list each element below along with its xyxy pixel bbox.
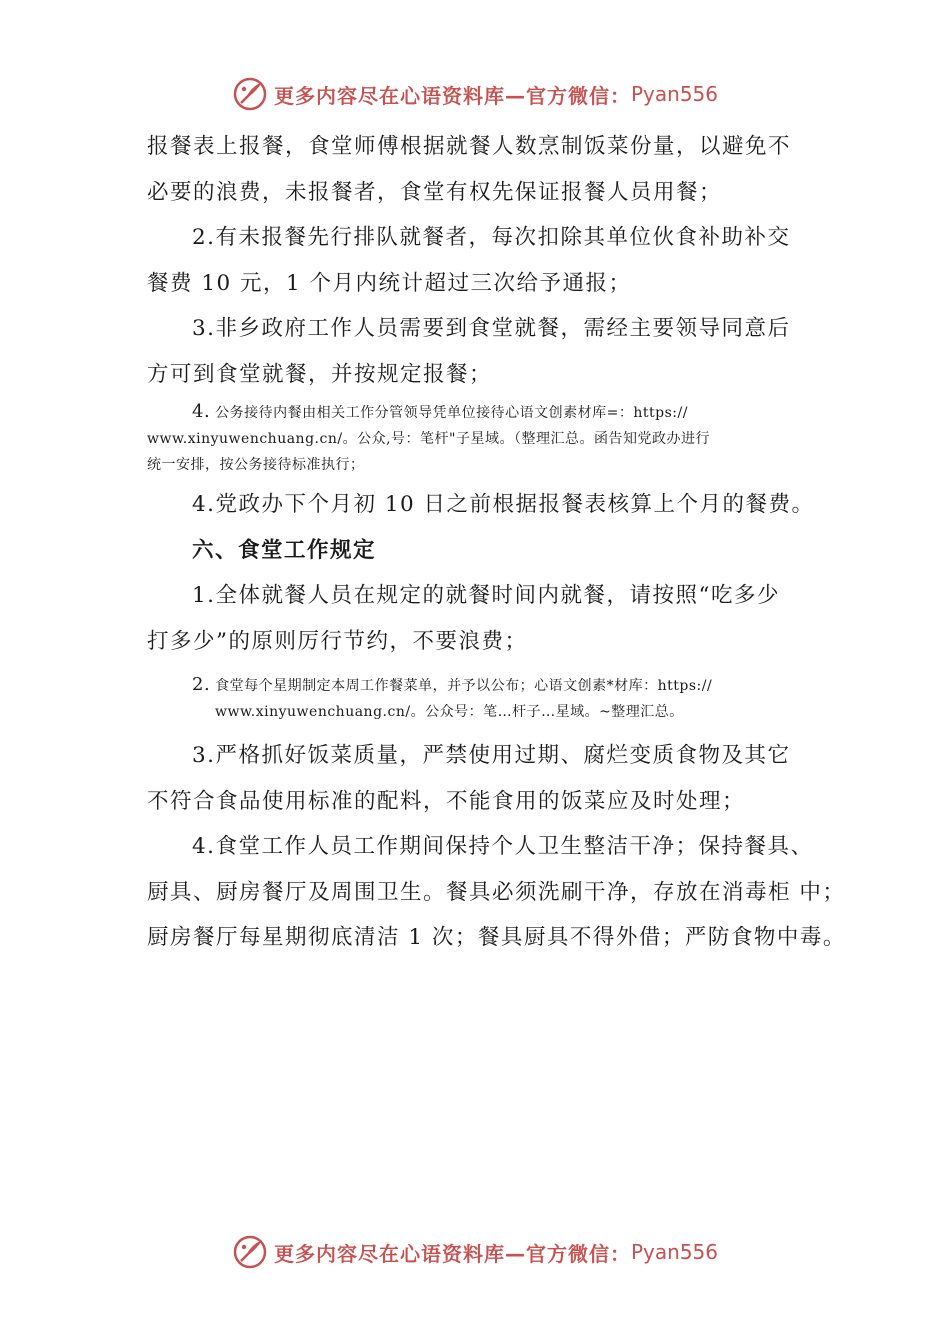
- paragraph-line: 4.食堂工作人员工作期间保持个人卫生整洁干净；保持餐具、: [192, 834, 814, 859]
- footer-banner: [0, 1230, 950, 1274]
- small-print-line: [147, 672, 847, 699]
- paragraph-line: 打多少”的原则厉行节约，不要浪费；: [147, 628, 528, 654]
- paragraph-line: 4.党政办下个月初 10 日之前根据报餐表核算上个月的餐费。: [192, 492, 815, 517]
- banner-text: 更多内容尽在心语资料库—官方微信：: [273, 83, 631, 108]
- paragraph-line: 必要的浪费，未报餐者，食堂有权先保证报餐人员用餐；: [147, 179, 723, 205]
- small-print-line: 统一安排，按公务接待标准执行；: [147, 457, 365, 473]
- banner-contact: Pyan556: [630, 1240, 718, 1264]
- paragraph-line: 报餐表上报餐，食堂师傅根据就餐人数烹制饭菜份量，以避免不: [147, 134, 792, 159]
- item-number: 2.: [192, 674, 211, 695]
- quill-logo-icon: [232, 76, 268, 112]
- small-print-text: 食堂每个星期制定本周工作餐菜单，并予以公布；心语文创素*材库：https://: [215, 678, 713, 694]
- quill-logo-icon: [232, 1234, 268, 1270]
- paragraph-line: 厨具、厨房餐厅及周围卫生。餐具必须洗刷干净，存放在消毒柜 中；: [147, 879, 846, 905]
- small-print-line: [147, 399, 847, 426]
- paragraph-line: 2.有未报餐先行排队就餐者，每次扣除其单位伙食补助补交: [192, 225, 791, 250]
- paragraph-line: 厨房餐厅每星期彻底清洁 1 次；餐具厨具不得外借；严防食物中毒。: [147, 925, 846, 950]
- paragraph-line: 3.严格抓好饭菜质量，严禁使用过期、腐烂变质食物及其它: [192, 743, 791, 768]
- section-heading: 六、食堂工作规定: [192, 537, 377, 563]
- small-print-line: www.xinyuwenchuang.cn/。公众号：笔…杆子…星域。~整理汇总。: [215, 704, 684, 720]
- banner-text: 更多内容尽在心语资料库—官方微信：: [273, 1241, 631, 1266]
- small-print-block: [147, 399, 847, 478]
- banner-contact: Pyan556: [630, 82, 718, 106]
- paragraph-line: 3.非乡政府工作人员需要到食堂就餐，需经主要领导同意后: [192, 316, 791, 341]
- paragraph-line: 方可到食堂就餐，并按规定报餐；: [147, 361, 493, 387]
- small-print-line: www.xinyuwenchuang.cn/。公众,号：笔杆"子星域。（整理汇总。函告知党政办进行: [147, 431, 710, 447]
- paragraph-line: 餐费 10 元，1 个月内统计超过三次给予通报；: [147, 270, 632, 296]
- paragraph-line: 不符合食品使用标准的配料，不能食用的饭菜应及时处理；: [147, 788, 746, 814]
- small-print-text: 公务接待内餐由相关工作分管领导凭单位接待心语文创素材库=：https://: [215, 405, 688, 421]
- paragraph-line: 1.全体就餐人员在规定的就餐时间内就餐，请按照“吃多少: [192, 583, 781, 608]
- header-banner: [0, 72, 950, 116]
- item-number: 4.: [192, 401, 211, 422]
- document-body: [147, 124, 847, 961]
- small-print-block: [147, 672, 847, 725]
